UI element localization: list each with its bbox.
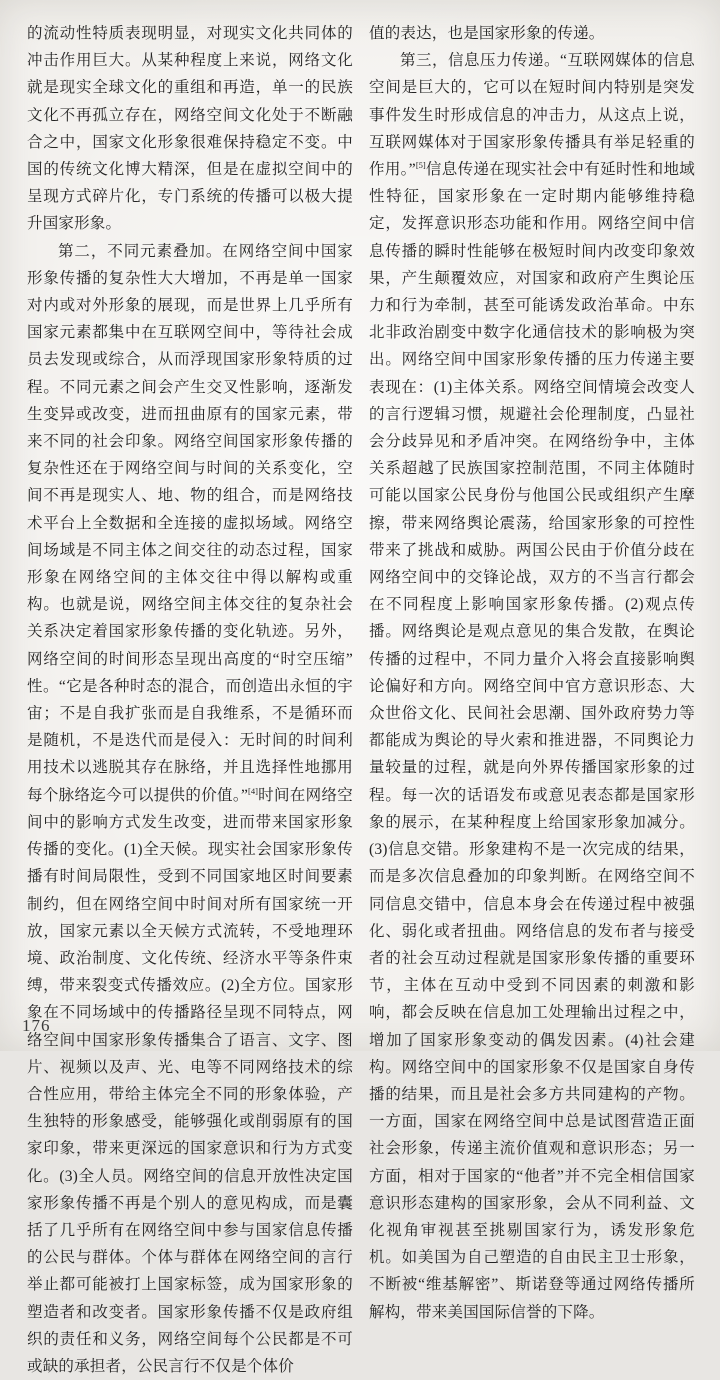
paragraph-third-information-pressure: 第三，信息压力传递。“互联网媒体的信息空间是巨大的，它可以在短时间内特别是突发事件发生时形成信息的冲击力，从这点上说，互联网媒体对于国家形象传播具有举足轻重的作用。”[5]信息传递在现实社会中有延时性和地域性特征，国家形象在一定时期内能够维持稳定，发挥意识形态功能和作用。网络空间中信息传播的瞬时性能够在极短时间内改变印象效果，产生颠覆效应，对国家和政府产生舆论压力和行为牵制，甚至可能诱发政治革命。中东北非政治剧变中数字化通信技术的影响极为突出。网络空间中国家形象传播的压力传递主要表现在：(1)主体关系。网络空间情境会改变人的言行逻辑习惯，规避社会伦理制度，凸显社会分歧异见和矛盾冲突。在网络纷争中，主体关系超越了民族国家控制范围，不同主体随时可能以国家公民身份与他国公民或组织产生摩擦，带来网络舆论震荡，给国家形象的可控性带来了挑战和威胁。两国公民由于价值分歧在网络空间中的交锋论战，双方的不当言行都会在不同程度上影响国家形象传播。(2)观点传播。网络舆论是观点意见的集合发散，在舆论传播的过程中，不同力量介入将会直接影响舆论偏好和方向。网络空间中官方意识形态、大众世俗文化、民间社会思潮、国外政府势力等都能成为舆论的导火索和推进器，不同舆论力量较量的过程，就是向外界传播国家形象的过程。每一次的话语发布或意见表态都是国家形象的展示，在某种程度上给国家形象加减分。(3)信息交错。形象建构不是一次完成的结果，而是多次信息叠加的印象判断。在网络空间不同信息交错中，信息本身会在传递过程中被强化、弱化或者扭曲。网络信息的发布者与接受者的社会互动过程就是国家形象传播的重要环节，主体在互动中受到不同因素的刺激和影响，都会反映在信息加工处理输出过程之中，增加了国家形象变动的偶发因素。(4)社会建构。网络空间中的国家形象不仅是国家自身传播的结果，而且是社会多方共同建构的产物。一方面，国家在网络空间中总是试图营造正面社会形象，传递主流价值观和意识形态；另一方面，相对于国家的“他者”并不完全相信国家意识形态建构的国家形象，会从不同利益、文化视角审视甚至挑剔国家行为，诱发形象危机。如美国为自己塑造的自由民主卫士形象，不断被“维基解密”、斯诺登等通过网络传播所解构，带来美国国际信誉的下降。 bbox=[369, 52, 695, 1321]
paragraph-continuation-culture: 的流动性特质表现明显，对现实文化共同体的冲击作用巨大。从某种程度上来说，网络文化就是现实全球文化的重组和再造，单一的民族文化不再孤立存在，网络空间文化处于不断融合之中，国家文化形象很难保持稳定不变。中国的传统文化博大精深，但是在虚拟空间中的呈现方式碎片化，专门系统的传播可以极大提升国家形象。 bbox=[27, 25, 353, 233]
text-column-right bbox=[369, 20, 695, 1380]
page-number: 176 bbox=[22, 1016, 51, 1035]
paragraph-continuation-value: 值的表达，也是国家形象的传递。 bbox=[369, 25, 605, 42]
paragraph-second-element-overlay: 第二，不同元素叠加。在网络空间中国家形象传播的复杂性大大增加，不再是单一国家对内或对外形象的展现，而是世界上几乎所有国家元素都集中在互联网空间中，等待社会成员去发现或综合，从而浮现国家形象特质的过程。不同元素之间会产生交叉性影响，逐渐发生变异或改变，进而扭曲原有的国家元素，带来不同的社会印象。网络空间国家形象传播的复杂性还在于网络空间与时间的关系变化，空间不再是现实人、地、物的组合，而是网络技术平台上全数据和全连接的虚拟场域。网络空间场域是不同主体之间交往的动态过程，国家形象在网络空间的主体交往中得以解构或重构。也就是说，网络空间主体交往的复杂社会关系决定着国家形象传播的变化轨迹。另外，网络空间的时间形态呈现出高度的“时空压缩”性。“它是各种时态的混合，而创造出永恒的宇宙；不是自我扩张而是自我维系，不是循环而是随机，不是迭代而是侵入：无时间的时间利用技术以逃脱其存在脉络，并且选择性地挪用每个脉络迄今可以提供的价值。”[4]时间在网络空间中的影响方式发生改变，进而带来国家形象传播的变化。(1)全天候。现实社会国家形象传播有时间局限性，受到不同国家地区时间要素制约，但在网络空间中时间对所有国家统一开放，国家元素以全天候方式流转，不受地理环境、政治制度、文化传统、经济水平等条件束缚，带来裂变式传播效应。(2)全方位。国家形象在不同场域中的传播路径呈现不同特点，网络空间中国家形象传播集合了语言、文字、图片、视频以及声、光、电等不同网络技术的综合性应用，带给主体完全不同的形象体验，产生独特的形象感受，能够强化或削弱原有的国家印象，带来更深远的国家意识和行为方式变化。(3)全人员。网络空间的信息开放性决定国家形象传播不再是个别人的意见构成，而是囊括了几乎所有在网络空间中参与国家信息传播的公民与群体。个体与群体在网络空间的言行举止都可能被打上国家标签，成为国家形象的塑造者和改变者。国家形象传播不仅是政府组织的责任和义务，网络空间每个公民都是不可或缺的承担者，公民言行不仅是个体价 bbox=[27, 242, 353, 1375]
text-column-left bbox=[27, 20, 353, 1380]
two-column-text-block bbox=[27, 20, 695, 1380]
